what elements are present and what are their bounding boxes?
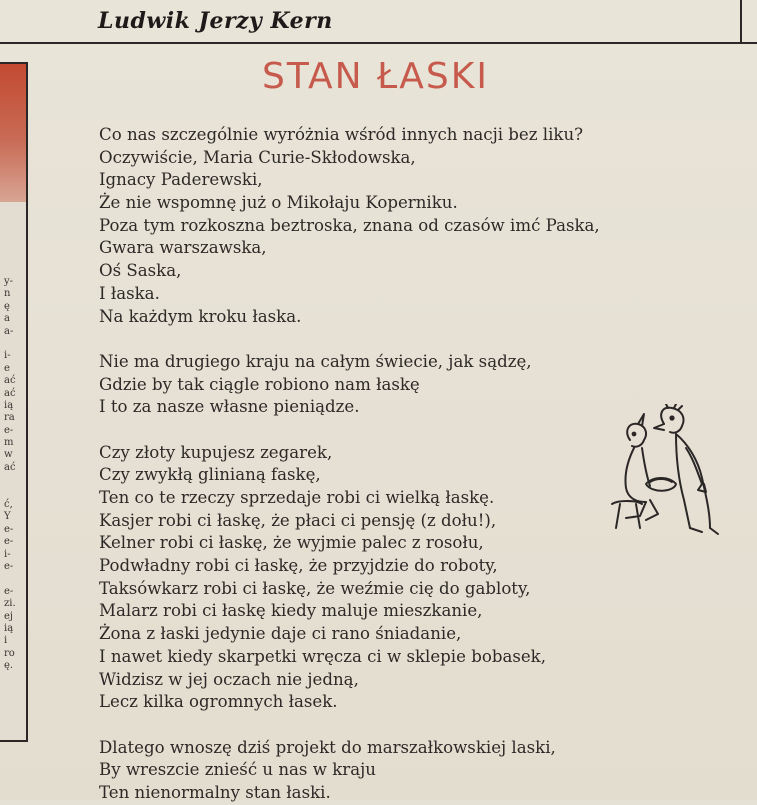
poem-line: Oczywiście, Maria Curie-Skłodowska, bbox=[99, 147, 416, 167]
fragment-line bbox=[4, 573, 16, 585]
poem-line: Ten nienormalny stan łaski. bbox=[99, 782, 331, 802]
standing-figure-body bbox=[676, 434, 710, 528]
fragment-line: a bbox=[4, 313, 10, 325]
poem-line: Że nie wspomnę już o Mikołaju Koperniku. bbox=[99, 193, 458, 213]
poem-line: I łaska. bbox=[99, 283, 160, 303]
fragment-line bbox=[4, 474, 16, 486]
seated-figure-head bbox=[627, 424, 646, 447]
poem-title: STAN ŁASKI bbox=[262, 56, 489, 97]
fragment-line: e- bbox=[4, 585, 14, 597]
poem-line: Ignacy Paderewski, bbox=[99, 170, 263, 190]
fragment-line: i- bbox=[4, 548, 11, 560]
fragment-line: i- bbox=[4, 350, 11, 362]
poem-line: Nie ma drugiego kraju na całym świecie, jak sądzę, bbox=[99, 351, 532, 371]
fragment-line: ać bbox=[4, 375, 16, 387]
fragment-line: ro bbox=[4, 647, 15, 659]
poem-line: Gwara warszawska, bbox=[99, 238, 267, 258]
poem-line: Kasjer robi ci łaskę, że płaci ci pensję (z dołu!), bbox=[99, 510, 497, 530]
poem-line: Żona z łaski jedynie daje ci rano śniadanie, bbox=[99, 624, 462, 644]
fragment-line: e bbox=[4, 362, 10, 374]
fragment-line: m bbox=[4, 437, 14, 449]
poem-line: I nawet kiedy skarpetki wręcza ci w sklepie bobasek, bbox=[99, 646, 547, 666]
fragment-line: ę bbox=[4, 300, 10, 312]
fragment-line: a- bbox=[4, 325, 14, 337]
fragment-line: e- bbox=[4, 424, 14, 436]
fragment-line: ać bbox=[4, 461, 16, 473]
poem-line: Kelner robi ci łaskę, że wyjmie palec z rosołu, bbox=[99, 533, 484, 553]
fragment-line: n bbox=[4, 288, 11, 300]
fragment-line: e- bbox=[4, 523, 14, 535]
poem-line: By wreszcie znieść u nas w kraju bbox=[99, 760, 376, 780]
poem-line: Poza tym rozkoszna beztroska, znana od czasów imć Paska, bbox=[99, 215, 600, 235]
fragment-line: ę. bbox=[4, 660, 14, 672]
poem-line: Dlatego wnoszę dziś projekt do marszałkowskiej laski, bbox=[99, 737, 556, 757]
fragment-line: ią bbox=[4, 622, 14, 634]
clipped-text-fragments bbox=[4, 276, 16, 673]
poem-line: Co nas szczególnie wyróżnia wśród innych nacji bez liku? bbox=[99, 125, 584, 144]
fragment-line: ć, bbox=[4, 499, 13, 511]
stanza-gap bbox=[99, 328, 739, 351]
fragment-line: ej bbox=[4, 610, 14, 622]
stanza-gap bbox=[99, 714, 739, 737]
fragment-line: w bbox=[4, 449, 13, 461]
fragment-line: zi. bbox=[4, 598, 16, 610]
poem-line: Podwładny robi ci łaskę, że przyjdzie do roboty, bbox=[99, 556, 498, 576]
poem-line: Na każdym kroku łaska. bbox=[99, 306, 302, 326]
poem-line: Widzisz w jej oczach nie jedną, bbox=[99, 669, 359, 689]
poem-line: Czy zwykłą glinianą faskę, bbox=[99, 465, 321, 485]
header-rule bbox=[0, 42, 757, 44]
poem-line: Malarz robi ci łaskę kiedy maluje mieszkanie, bbox=[99, 601, 483, 621]
standing-figure-feet bbox=[690, 528, 718, 534]
fragment-line bbox=[4, 487, 16, 499]
standing-figure-nose bbox=[654, 424, 664, 430]
fragment-line: y- bbox=[4, 276, 14, 287]
fragment-line: e- bbox=[4, 560, 14, 572]
author-name: Ludwik Jerzy Kern bbox=[98, 8, 333, 34]
adjacent-column-fragment bbox=[0, 62, 28, 742]
poem-line: I to za nasze własne pieniądze. bbox=[99, 397, 360, 417]
poem-line: Lecz kilka ogromnych łasek. bbox=[99, 692, 338, 712]
fragment-line: ra bbox=[4, 412, 15, 424]
poem-line: Oś Saska, bbox=[99, 261, 182, 281]
poem-line: Ten co te rzeczy sprzedaje robi ci wielką łaskę. bbox=[99, 488, 495, 507]
poem-line: Gdzie by tak ciągle robiono nam łaskę bbox=[99, 374, 420, 394]
fragment-line: ać bbox=[4, 387, 16, 399]
fragment-line: e- bbox=[4, 536, 14, 548]
stool bbox=[612, 501, 642, 528]
poem-line: Czy złoty kupujesz zegarek, bbox=[99, 442, 333, 462]
two-figures-cartoon-icon bbox=[606, 404, 730, 538]
fragment-line: ią bbox=[4, 399, 14, 411]
red-color-band bbox=[0, 64, 26, 202]
standing-figure-arm bbox=[686, 448, 702, 484]
header-right-rule bbox=[740, 0, 742, 44]
fragment-line bbox=[4, 338, 16, 350]
poem-line: Taksówkarz robi ci łaskę, że weźmie cię do gabloty, bbox=[99, 578, 531, 598]
fragment-line: Y bbox=[4, 511, 11, 523]
fragment-line: i bbox=[4, 635, 8, 647]
